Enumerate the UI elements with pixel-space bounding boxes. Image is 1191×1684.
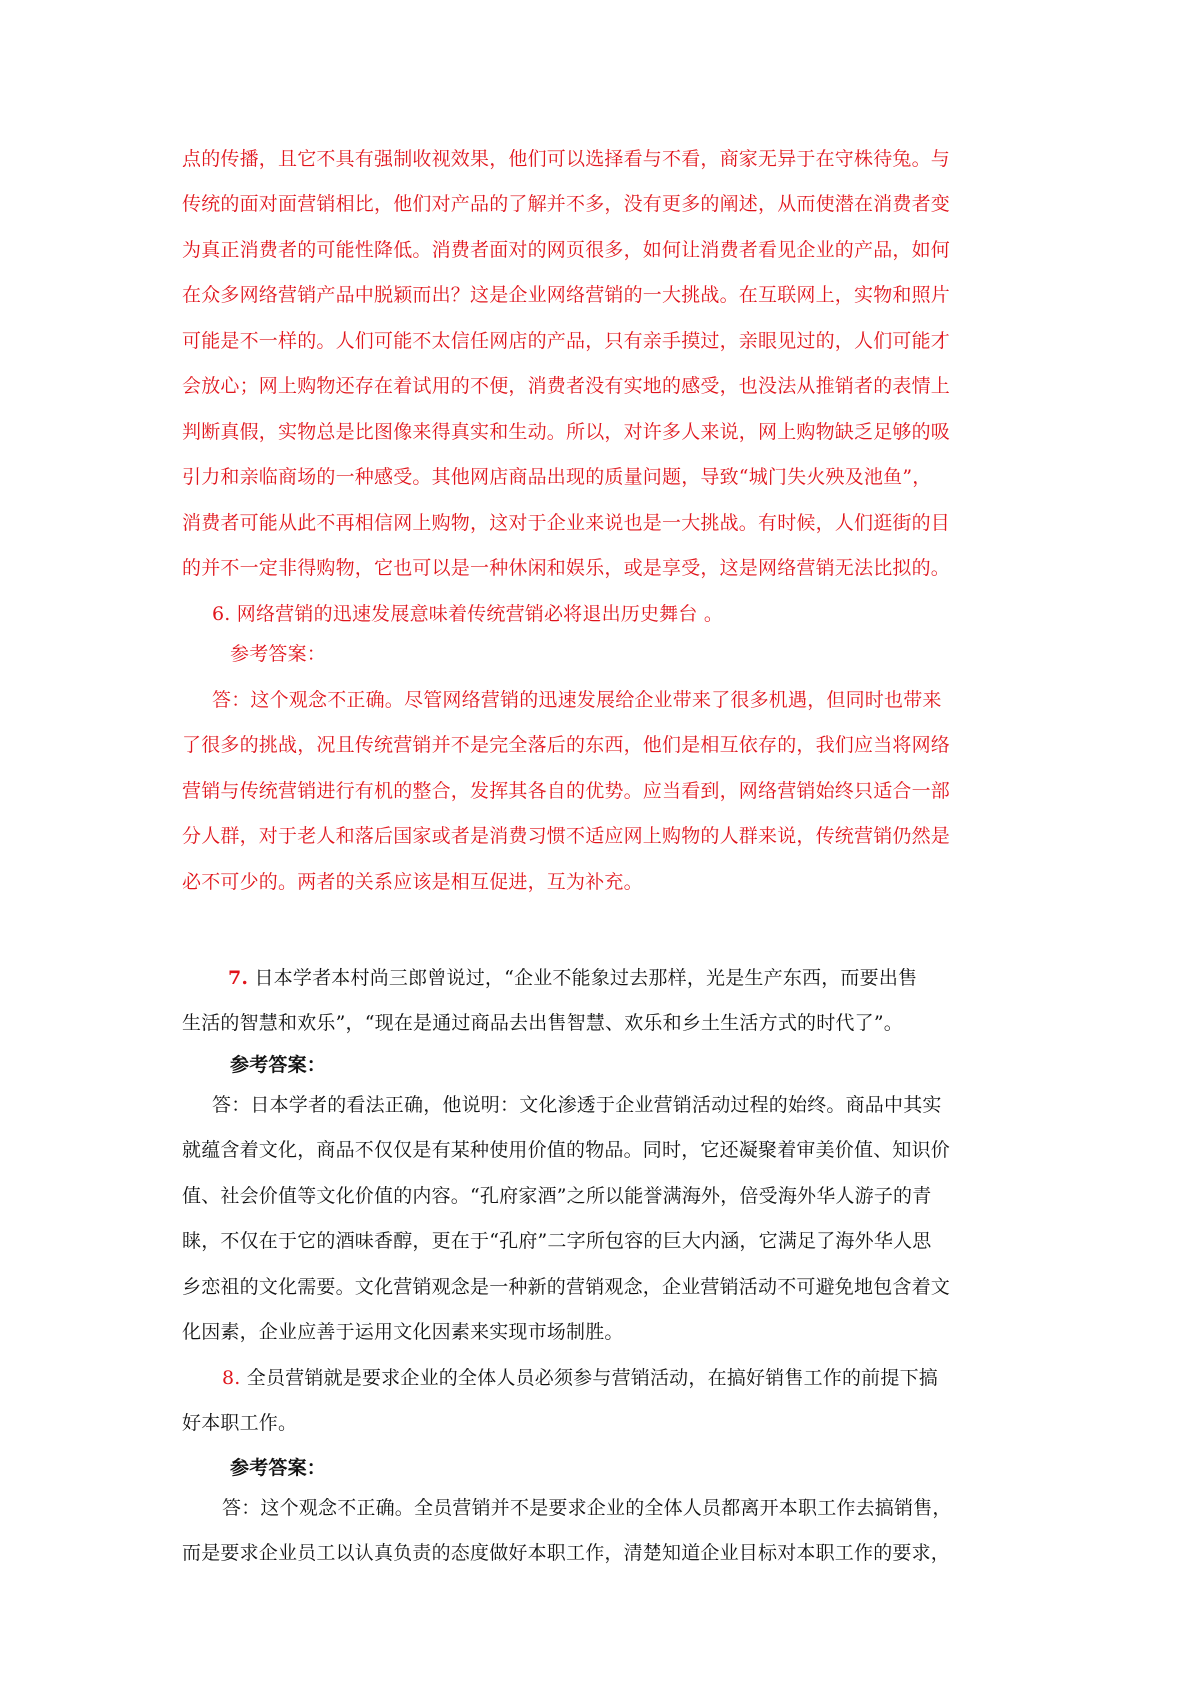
q8-ref-label: 参考答案： — [230, 1457, 327, 1479]
q7-answer-line: 答：日本学者的看法正确，他说明：文化渗透于企业营销活动过程的始终。商品中其实 — [212, 1094, 942, 1116]
q6-answer-line: 了很多的挑战，况且传统营销并不是完全落后的东西，他们是相互依存的，我们应当将网络 — [182, 734, 951, 756]
q7-answer-line: 值、社会价值等文化价值的内容。“孔府家酒”之所以能誉满海外，倍受海外华人游子的青 — [182, 1185, 932, 1207]
q6-ref-label: 参考答案： — [230, 643, 327, 665]
q5-answer-line: 在众多网络营销产品中脱颖而出？这是企业网络营销的一大挑战。在互联网上，实物和照片 — [182, 284, 951, 306]
q5-answer-line: 可能是不一样的。人们可能不太信任网店的产品，只有亲手摸过，亲眼见过的，人们可能才 — [182, 330, 951, 352]
q8-answer-line: 答：这个观念不正确。全员营销并不是要求企业的全体人员都离开本职工作去搞销售， — [222, 1497, 952, 1519]
q8-question-line — [222, 1365, 938, 1391]
q7-question-line: 生活的智慧和欢乐”，“现在是通过商品去出售智慧、欢乐和乡土生活方式的时代了”。 — [182, 1012, 903, 1034]
q8-text: 全员营销就是要求企业的全体人员必须参与营销活动，在搞好销售工作的前提下搞 — [246, 1367, 938, 1389]
q7-question-line — [228, 965, 917, 991]
q7-answer-line: 就蕴含着文化，商品不仅仅是有某种使用价值的物品。同时，它还凝聚着审美价值、知识价 — [182, 1139, 951, 1161]
q5-answer-line: 为真正消费者的可能性降低。消费者面对的网页很多，如何让消费者看见企业的产品，如何 — [182, 239, 951, 261]
q5-answer-line: 会放心；网上购物还存在着试用的不便，消费者没有实地的感受，也没法从推销者的表情上 — [182, 375, 951, 397]
q5-answer-line: 的并不一定非得购物，它也可以是一种休闲和娱乐，或是享受，这是网络营销无法比拟的。 — [182, 557, 951, 579]
q6-answer-line: 必不可少的。两者的关系应该是相互促进，互为补充。 — [182, 871, 643, 893]
q7-answer-line: 化因素，企业应善于运用文化因素来实现市场制胜。 — [182, 1321, 624, 1343]
q8-question-line: 好本职工作。 — [182, 1412, 298, 1434]
q8-number: 8. — [222, 1367, 241, 1389]
q5-answer-line: 引力和亲临商场的一种感受。其他网店商品出现的质量问题，导致“城门失火殃及池鱼”， — [182, 466, 932, 488]
q5-answer-line: 传统的面对面营销相比，他们对产品的了解并不多，没有更多的阐述，从而使潜在消费者变 — [182, 193, 951, 215]
q8-answer-line: 而是要求企业员工以认真负责的态度做好本职工作，清楚知道企业目标对本职工作的要求， — [182, 1542, 951, 1564]
q5-answer-line: 消费者可能从此不再相信网上购物，这对于企业来说也是一大挑战。有时候，人们逛街的目 — [182, 512, 951, 534]
q7-number: 7. — [228, 967, 249, 989]
q6-text: 网络营销的迅速发展意味着传统营销必将退出历史舞台 。 — [236, 603, 724, 625]
q6-answer-line: 营销与传统营销进行有机的整合，发挥其各自的优势。应当看到，网络营销始终只适合一部 — [182, 780, 951, 802]
q6-number: 6. — [212, 603, 231, 625]
q5-answer-line: 判断真假，实物总是比图像来得真实和生动。所以，对许多人来说，网上购物缺乏足够的吸 — [182, 421, 951, 443]
q6-question — [212, 601, 723, 627]
q7-answer-line: 睐，不仅在于它的酒味香醇，更在于“孔府”二字所包容的巨大内涵，它满足了海外华人思 — [182, 1230, 932, 1252]
q6-answer-line: 答：这个观念不正确。尽管网络营销的迅速发展给企业带来了很多机遇，但同时也带来 — [212, 689, 942, 711]
q6-answer-line: 分人群，对于老人和落后国家或者是消费习惯不适应网上购物的人群来说，传统营销仍然是 — [182, 825, 951, 847]
q7-ref-label: 参考答案： — [230, 1054, 327, 1076]
q5-answer-line: 点的传播，且它不具有强制收视效果，他们可以选择看与不看，商家无异于在守株待兔。与 — [182, 148, 951, 170]
q7-answer-line: 乡恋祖的文化需要。文化营销观念是一种新的营销观念，企业营销活动不可避免地包含着文 — [182, 1276, 951, 1298]
q7-text: 日本学者本村尚三郎曾说过，“企业不能象过去那样，光是生产东西，而要出售 — [254, 967, 918, 989]
